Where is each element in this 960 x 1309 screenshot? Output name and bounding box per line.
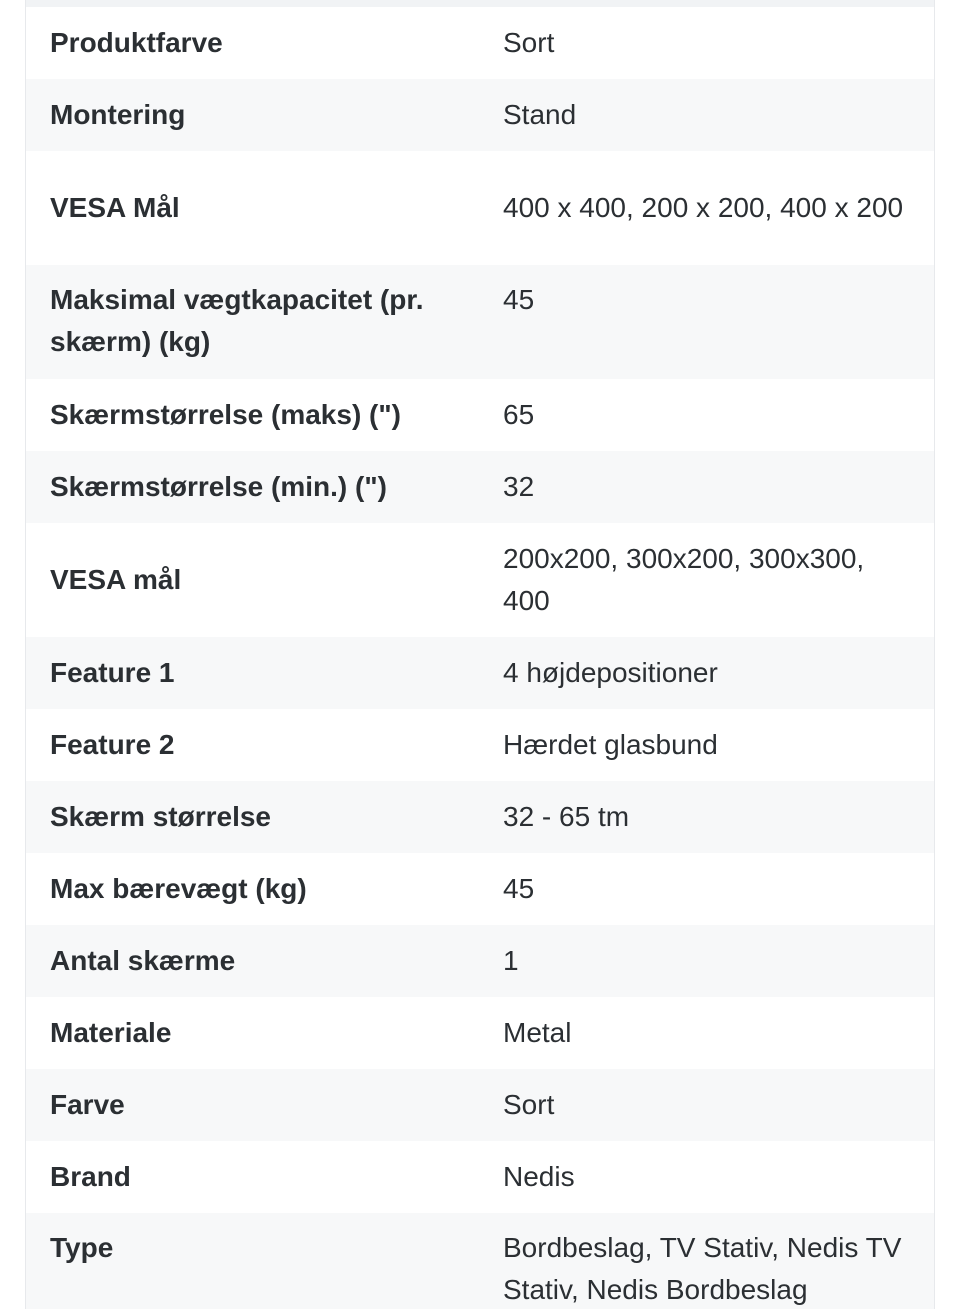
spec-value: Hærdet glasbund (503, 729, 718, 760)
table-row (26, 79, 934, 151)
spec-value: 200x200, 300x200, 300x300, 400 (503, 543, 865, 616)
table-row (26, 1141, 934, 1213)
table-row (26, 265, 934, 379)
table-row (26, 1213, 934, 1309)
spec-value: 32 - 65 tm (503, 801, 630, 832)
spec-value: Bordbeslag, TV Stativ, Nedis TV Stativ, Nedis Bordbeslag (503, 1232, 902, 1305)
spec-label: Feature 1 (50, 657, 175, 688)
spec-value: 400 x 400, 200 x 200, 400 x 200 (503, 192, 904, 223)
spec-label: Brand (50, 1161, 131, 1192)
table-row (26, 997, 934, 1069)
spec-label: Produktfarve (50, 27, 223, 58)
spec-label: Feature 2 (50, 729, 175, 760)
spec-label: VESA Mål (50, 192, 180, 223)
table-row (26, 151, 934, 265)
spec-value: Metal (503, 1017, 572, 1048)
table-row (26, 781, 934, 853)
spec-table (26, 7, 934, 1309)
table-row (26, 379, 934, 451)
spec-label: VESA mål (50, 564, 182, 595)
table-row (26, 451, 934, 523)
spec-label: Skærmstørrelse (min.) (") (50, 471, 387, 502)
spec-value: 32 (503, 471, 535, 502)
spec-value: 45 (503, 284, 535, 315)
spec-label: Farve (50, 1089, 125, 1120)
spec-label: Antal skærme (50, 945, 236, 976)
spec-value: 1 (503, 945, 519, 976)
spec-label: Maksimal vægtkapacitet (pr. skærm) (kg) (50, 284, 424, 357)
table-row (26, 7, 934, 79)
table-row (26, 637, 934, 709)
spec-value: Sort (503, 1089, 555, 1120)
spec-label: Skærm størrelse (50, 801, 272, 832)
table-row (26, 925, 934, 997)
spec-value: 4 højdepositioner (503, 657, 718, 688)
spec-value: Nedis (503, 1161, 575, 1192)
spec-label: Montering (50, 99, 186, 130)
spec-value: Stand (503, 99, 577, 130)
spec-label: Max bærevægt (kg) (50, 873, 307, 904)
table-row (26, 853, 934, 925)
spec-value: 65 (503, 399, 535, 430)
table-row (26, 1069, 934, 1141)
spec-label: Skærmstørrelse (maks) (") (50, 399, 401, 430)
spec-label: Materiale (50, 1017, 172, 1048)
spec-label: Type (50, 1232, 114, 1263)
spec-value: Sort (503, 27, 555, 58)
spec-value: 45 (503, 873, 535, 904)
spec-table-frame (25, 0, 935, 1309)
table-top-strip (26, 0, 934, 7)
table-row (26, 709, 934, 781)
table-row (26, 523, 934, 637)
